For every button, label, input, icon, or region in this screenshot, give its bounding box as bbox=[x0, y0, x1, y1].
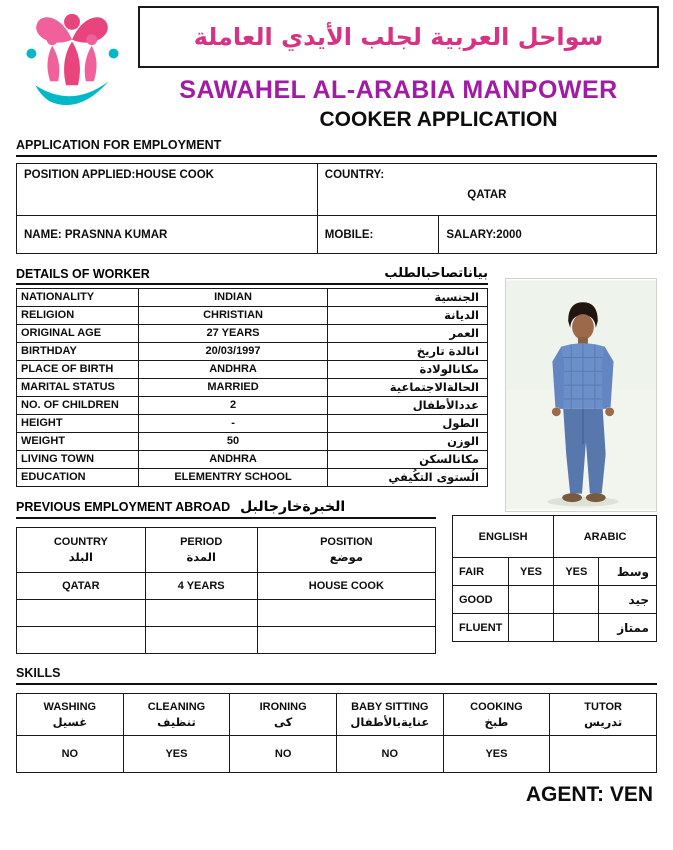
company-name: SAWAHEL AL-ARABIA MANPOWER bbox=[179, 76, 618, 104]
prev-position: HOUSE COOK bbox=[257, 573, 435, 600]
table-header-row bbox=[17, 528, 436, 573]
detail-label: LIVING TOWN bbox=[17, 451, 139, 469]
prev-position bbox=[257, 600, 435, 627]
salary-cell: SALARY:2000 bbox=[439, 216, 657, 254]
previous-title-en: PREVIOUS EMPLOYMENT ABROAD bbox=[16, 500, 231, 514]
table-row bbox=[17, 361, 488, 379]
detail-label: ORIGINAL AGE bbox=[17, 325, 139, 343]
skill-cleaning-ar: تنظيف bbox=[157, 714, 196, 729]
table-row bbox=[17, 343, 488, 361]
column-period bbox=[145, 528, 257, 573]
table-row bbox=[17, 451, 488, 469]
skills-table bbox=[16, 693, 657, 773]
skill-ironing-value: NO bbox=[230, 736, 337, 773]
col-country-en: COUNTRY bbox=[53, 536, 108, 548]
section-title-previous bbox=[16, 499, 436, 519]
section-title-skills: SKILLS bbox=[16, 666, 657, 685]
country-label: COUNTRY: bbox=[324, 169, 385, 181]
detail-arabic: عددالأطفال bbox=[328, 397, 488, 415]
table-row bbox=[453, 614, 657, 642]
table-header-row bbox=[453, 516, 657, 558]
detail-value: 20/03/1997 bbox=[138, 343, 327, 361]
section-title-application: APPLICATION FOR EMPLOYMENT bbox=[16, 138, 657, 157]
skill-ironing-ar: كى bbox=[273, 714, 293, 729]
arabic-title-box bbox=[138, 6, 659, 68]
detail-label: MARITAL STATUS bbox=[17, 379, 139, 397]
lang-english-value bbox=[508, 586, 553, 614]
lang-english-value bbox=[508, 614, 553, 642]
table-row bbox=[453, 586, 657, 614]
detail-arabic: العمر bbox=[328, 325, 488, 343]
skill-tutor-ar: تدريس bbox=[584, 714, 623, 729]
table-row bbox=[17, 415, 488, 433]
detail-label: WEIGHT bbox=[17, 433, 139, 451]
skill-tutor bbox=[550, 694, 657, 736]
details-table bbox=[16, 288, 488, 487]
detail-arabic: انالدة تاريخ bbox=[328, 343, 488, 361]
detail-value: 50 bbox=[138, 433, 327, 451]
detail-arabic: الطول bbox=[328, 415, 488, 433]
prev-period bbox=[145, 600, 257, 627]
col-period-en: PERIOD bbox=[180, 536, 223, 548]
table-row bbox=[453, 558, 657, 586]
skill-tutor-value bbox=[550, 736, 657, 773]
prev-period bbox=[145, 627, 257, 654]
prev-country: QATAR bbox=[17, 573, 146, 600]
skill-babysitting-value: NO bbox=[336, 736, 443, 773]
skill-washing-value: NO bbox=[17, 736, 124, 773]
detail-label: NO. OF CHILDREN bbox=[17, 397, 139, 415]
form-title: COOKER APPLICATION bbox=[319, 108, 558, 131]
detail-value: 27 YEARS bbox=[138, 325, 327, 343]
col-country-ar: البلد bbox=[68, 550, 93, 564]
table-row bbox=[17, 627, 436, 654]
table-row bbox=[17, 600, 436, 627]
name-cell: NAME: PRASNNA KUMAR bbox=[17, 216, 318, 254]
lang-english-value: YES bbox=[508, 558, 553, 586]
detail-arabic: مكانالولادة bbox=[328, 361, 488, 379]
col-period-ar: المدة bbox=[186, 550, 216, 564]
table-header-row bbox=[17, 694, 657, 736]
detail-arabic: مكانالسكن bbox=[328, 451, 488, 469]
skill-ironing bbox=[230, 694, 337, 736]
mobile-cell: MOBILE: bbox=[317, 216, 439, 254]
previous-employment-section bbox=[16, 499, 657, 654]
prev-position bbox=[257, 627, 435, 654]
column-position bbox=[257, 528, 435, 573]
skill-washing bbox=[17, 694, 124, 736]
agent-name: AGENT: VEN bbox=[525, 783, 653, 806]
skill-babysitting bbox=[336, 694, 443, 736]
skill-babysitting-en: BABY SITTING bbox=[351, 700, 429, 713]
skill-cooking-ar: طبخ bbox=[484, 714, 509, 729]
applicant-photo bbox=[505, 278, 657, 512]
table-row bbox=[17, 289, 488, 307]
languages-table bbox=[452, 515, 657, 642]
country-value: QATAR bbox=[467, 189, 507, 201]
skill-tutor-en: TUTOR bbox=[584, 700, 622, 713]
skill-cooking-value: YES bbox=[443, 736, 550, 773]
col-position-en: POSITION bbox=[320, 536, 373, 548]
table-row bbox=[17, 307, 488, 325]
header bbox=[0, 0, 673, 132]
detail-label: RELIGION bbox=[17, 307, 139, 325]
details-section bbox=[16, 266, 657, 487]
detail-arabic: الديانة bbox=[328, 307, 488, 325]
skill-cleaning-en: CLEANING bbox=[147, 700, 206, 713]
lang-arabic-value bbox=[554, 586, 599, 614]
table-row bbox=[17, 573, 436, 600]
skill-cleaning-value: YES bbox=[123, 736, 230, 773]
skill-cooking-en: COOKING bbox=[470, 700, 523, 713]
detail-arabic: الجنسية bbox=[328, 289, 488, 307]
detail-value: MARRIED bbox=[138, 379, 327, 397]
lang-level-ar: جيد bbox=[599, 586, 657, 614]
table-row bbox=[17, 379, 488, 397]
table-row bbox=[17, 433, 488, 451]
table-row bbox=[17, 736, 657, 773]
form-body bbox=[0, 138, 673, 807]
table-row bbox=[17, 469, 488, 487]
country-cell bbox=[317, 164, 656, 216]
detail-arabic: الحالةالاجتماعية bbox=[328, 379, 488, 397]
company-logo-icon bbox=[16, 6, 128, 110]
prev-period: 4 YEARS bbox=[145, 573, 257, 600]
detail-value: - bbox=[138, 415, 327, 433]
detail-label: BIRTHDAY bbox=[17, 343, 139, 361]
lang-level: FAIR bbox=[453, 558, 509, 586]
languages-section bbox=[452, 515, 657, 654]
lang-level-ar: ممتاز bbox=[599, 614, 657, 642]
skill-washing-en: WASHING bbox=[43, 700, 97, 713]
employment-table bbox=[16, 163, 657, 254]
lang-level-ar: وسط bbox=[599, 558, 657, 586]
skill-cooking bbox=[443, 694, 550, 736]
header-titles bbox=[138, 6, 659, 132]
detail-label: NATIONALITY bbox=[17, 289, 139, 307]
table-row bbox=[17, 397, 488, 415]
detail-value: INDIAN bbox=[138, 289, 327, 307]
skill-babysitting-ar: عنايةبالأطفال bbox=[350, 714, 430, 729]
table-row bbox=[17, 325, 488, 343]
previous-employment-table bbox=[16, 527, 436, 654]
detail-label: PLACE OF BIRTH bbox=[17, 361, 139, 379]
detail-value: ANDHRA bbox=[138, 451, 327, 469]
detail-value: 2 bbox=[138, 397, 327, 415]
previous-title-ar: الخبرةخارجالبل bbox=[240, 499, 346, 515]
skill-washing-ar: غسيل bbox=[52, 714, 88, 729]
arabic-company-title: سواحل العربية لجلب الأيدي العاملة bbox=[193, 23, 604, 51]
skills-section bbox=[16, 666, 657, 773]
arabic-header: ARABIC bbox=[554, 516, 657, 558]
detail-value: CHRISTIAN bbox=[138, 307, 327, 325]
detail-arabic: الُستوى التكُيفي bbox=[328, 469, 488, 487]
section-title-details bbox=[16, 266, 488, 285]
english-header: ENGLISH bbox=[453, 516, 554, 558]
detail-value: ELEMENTRY SCHOOL bbox=[138, 469, 327, 487]
column-country bbox=[17, 528, 146, 573]
details-title-ar: بياناتصاحبالطلب bbox=[384, 266, 488, 281]
prev-country bbox=[17, 600, 146, 627]
detail-value: ANDHRA bbox=[138, 361, 327, 379]
previous-employment-left bbox=[16, 499, 436, 654]
lang-arabic-value bbox=[554, 614, 599, 642]
detail-arabic: الوزن bbox=[328, 433, 488, 451]
detail-label: HEIGHT bbox=[17, 415, 139, 433]
lang-level: FLUENT bbox=[453, 614, 509, 642]
col-position-ar: موضع bbox=[329, 550, 363, 564]
skill-cleaning bbox=[123, 694, 230, 736]
lang-level: GOOD bbox=[453, 586, 509, 614]
position-applied-cell: POSITION APPLIED:HOUSE COOK bbox=[17, 164, 318, 216]
prev-country bbox=[17, 627, 146, 654]
details-title-en: DETAILS OF WORKER bbox=[16, 267, 150, 281]
lang-arabic-value: YES bbox=[554, 558, 599, 586]
skill-ironing-en: IRONING bbox=[259, 700, 307, 713]
detail-label: EDUCATION bbox=[17, 469, 139, 487]
